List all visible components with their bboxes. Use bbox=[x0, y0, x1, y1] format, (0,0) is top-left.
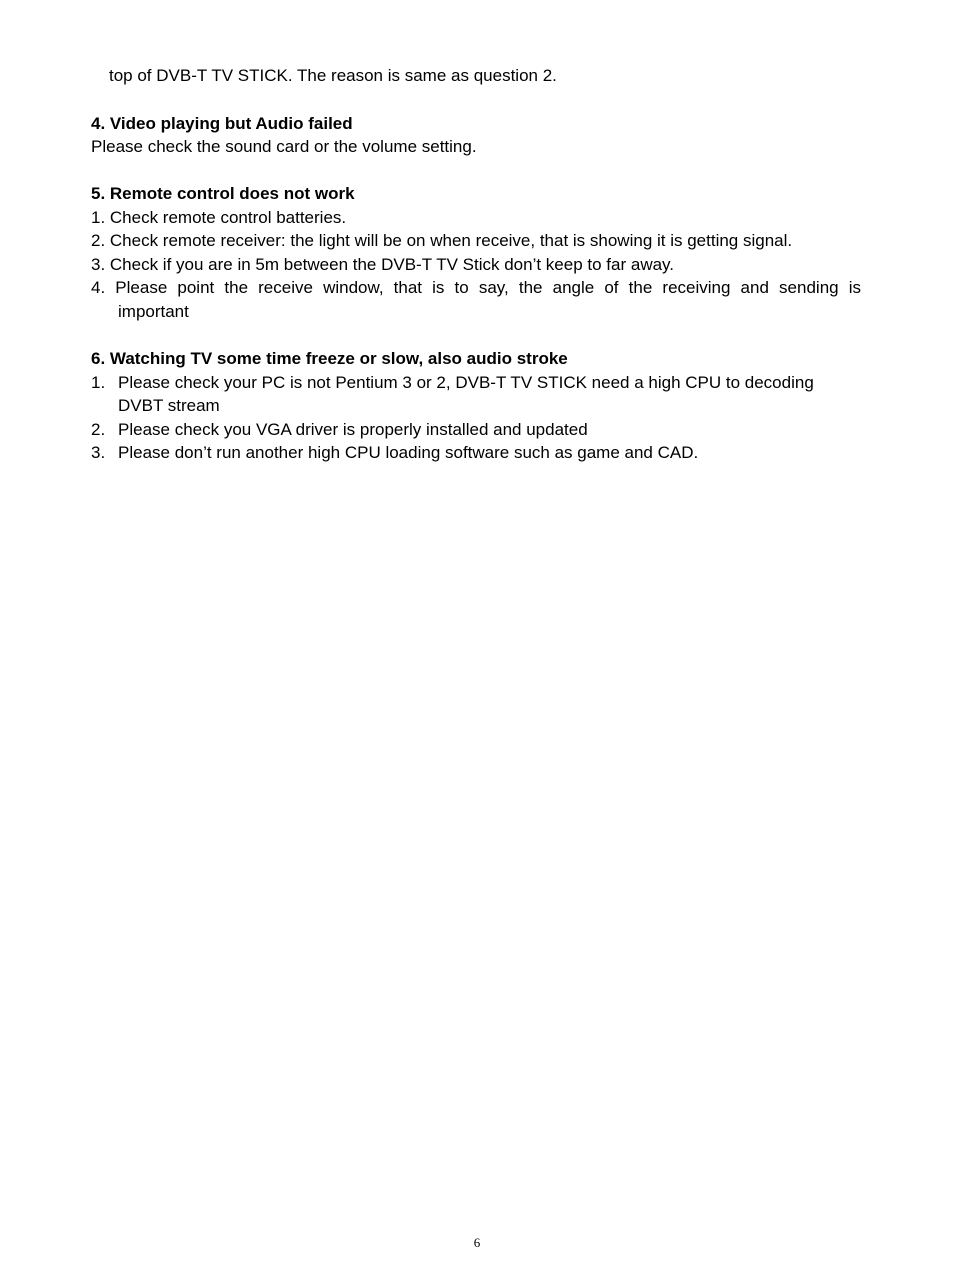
section-6-item-1-text: Please check your PC is not Pentium 3 or 2, DVB-T TV STICK need a high CPU to decoding bbox=[118, 373, 814, 392]
section-4-heading: 4. Video playing but Audio failed bbox=[91, 114, 353, 133]
section-5-item-3: 3. Check if you are in 5m between the DVB-T TV Stick don’t keep to far away. bbox=[91, 255, 675, 274]
section-6-heading: 6. Watching TV some time freeze or slow, also audio stroke bbox=[91, 349, 568, 368]
section-6-item-3-number: 3. bbox=[91, 443, 106, 462]
section-6-item-1-number: 1. bbox=[91, 373, 106, 392]
section-5-item-4: 4. Please point the receive window, that is to say, the angle of the receiving and sending is bbox=[91, 278, 861, 297]
section-6-item-1-continuation: DVBT stream bbox=[118, 396, 220, 415]
section-5-item-2: 2. Check remote receiver: the light will be on when receive, that is showing it is getting signal. bbox=[91, 231, 793, 250]
page-number: 6 bbox=[473, 1235, 481, 1250]
section-6-item-3-text: Please don’t run another high CPU loading software such as game and CAD. bbox=[118, 443, 699, 462]
section-5-item-1: 1. Check remote control batteries. bbox=[91, 208, 347, 227]
section-4-body: Please check the sound card or the volume setting. bbox=[91, 137, 477, 156]
intro-line: top of DVB-T TV STICK. The reason is same as question 2. bbox=[109, 66, 557, 85]
section-6-item-2-text: Please check you VGA driver is properly installed and updated bbox=[118, 420, 588, 439]
section-5-item-4-continuation: important bbox=[118, 302, 189, 321]
section-5-heading: 5. Remote control does not work bbox=[91, 184, 355, 203]
section-6-item-2-number: 2. bbox=[91, 420, 106, 439]
